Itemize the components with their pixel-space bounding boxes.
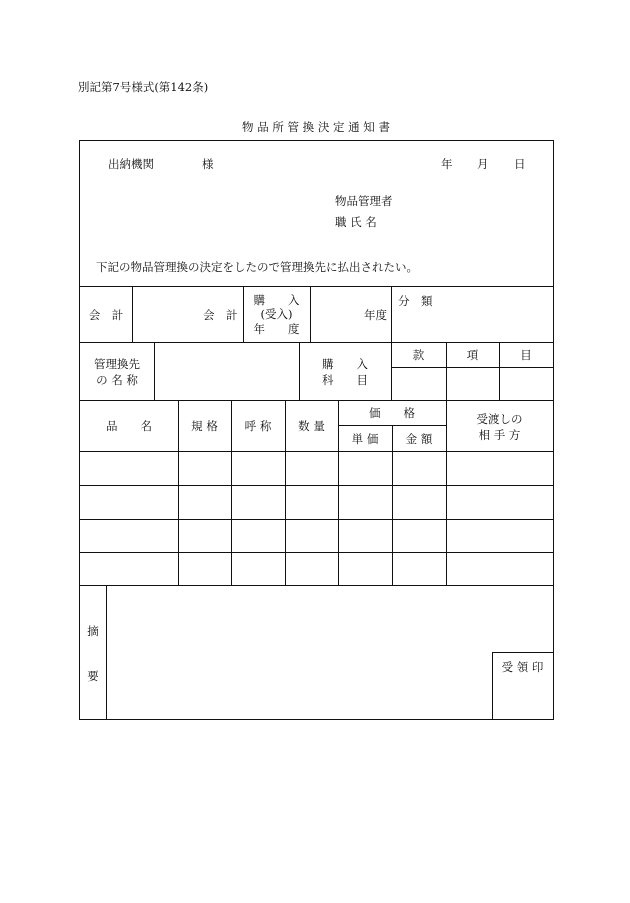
kan-label: 款 xyxy=(412,348,425,362)
manager-name-label: 職 氏 名 xyxy=(335,215,377,229)
rule xyxy=(80,552,553,553)
receipt-label: (受入) xyxy=(260,307,293,321)
fiscal-year-label: 年 度 xyxy=(253,322,300,336)
account-suffix: 会 計 xyxy=(203,308,238,322)
manager-title: 物品管理者 xyxy=(335,194,393,208)
date-day-label: 日 xyxy=(514,157,526,171)
rule xyxy=(132,286,133,342)
rule xyxy=(80,519,553,520)
notice-form xyxy=(79,140,554,720)
destination-label-line2: の 名 称 xyxy=(96,373,138,387)
date-month-label: 月 xyxy=(477,157,489,171)
col-recipient-line1: 受渡しの xyxy=(476,412,523,426)
col-price: 価 格 xyxy=(369,406,415,420)
rule xyxy=(80,400,553,401)
col-call-name: 呼 称 xyxy=(244,419,272,433)
addressee-label: 出納機関 xyxy=(108,157,154,171)
rule xyxy=(338,400,339,585)
rule xyxy=(106,585,107,719)
summary-label-top: 摘 xyxy=(87,624,99,638)
moku-label: 目 xyxy=(520,348,532,362)
rule xyxy=(310,286,311,342)
rule xyxy=(154,342,155,400)
document-title: 物 品 所 管 換 決 定 通 知 書 xyxy=(242,120,390,134)
rule xyxy=(492,652,553,653)
receipt-seal-label: 受 領 印 xyxy=(501,660,544,674)
addressee-honorific: 様 xyxy=(202,157,214,171)
rule xyxy=(80,286,553,287)
subject-label: 科 目 xyxy=(322,373,368,387)
account-label: 会 計 xyxy=(88,308,124,322)
col-unit-price: 単 価 xyxy=(351,432,379,446)
summary-label-bottom: 要 xyxy=(87,669,99,683)
rule xyxy=(80,451,553,452)
rule xyxy=(392,425,393,585)
subject-purchase-label: 購 入 xyxy=(322,357,368,371)
rule xyxy=(299,342,300,400)
col-quantity: 数 量 xyxy=(298,419,325,433)
form-number: 別記第7号様式(第142条) xyxy=(78,80,209,94)
rule xyxy=(80,585,553,586)
rule xyxy=(391,286,392,342)
col-recipient-line2: 相 手 方 xyxy=(478,428,521,442)
date-year-label: 年 xyxy=(441,157,453,171)
notice-message: 下記の物品管理換の決定をしたので管理換先に払出されたい。 xyxy=(96,260,418,274)
classification-label: 分 類 xyxy=(398,294,433,308)
rule xyxy=(391,367,553,368)
destination-label-line1: 管理換先 xyxy=(94,357,140,371)
col-spec: 規 格 xyxy=(191,419,218,433)
rule xyxy=(80,485,553,486)
purchase-label: 購 入 xyxy=(253,293,300,307)
fiscal-year-suffix: 年度 xyxy=(364,308,387,322)
col-amount: 金 額 xyxy=(405,432,433,446)
col-item-name: 品 名 xyxy=(106,419,152,433)
rule xyxy=(80,342,553,343)
ko-label: 項 xyxy=(466,348,479,362)
